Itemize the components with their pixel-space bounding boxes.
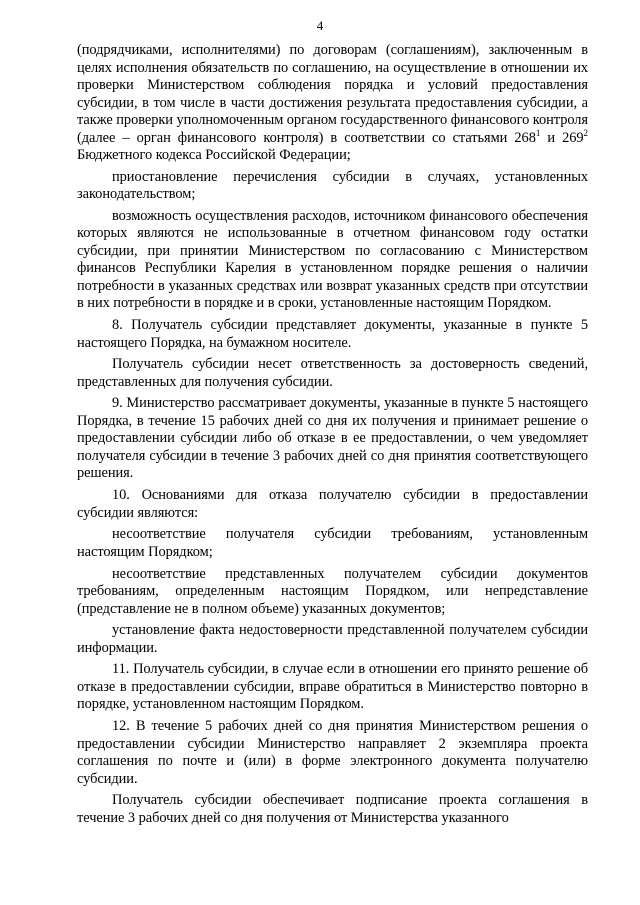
paragraph-item-11: 11. Получатель субсидии, в случае если в отношении его принято решение об отказе в предоставлении субсидии, вправе обратиться в Министерство повторно в порядке, установленном настоящим Порядком. bbox=[77, 661, 588, 713]
paragraph-possibility-expenses: возможность осуществления расходов, источником финансового обеспечения которых являются не использованные в отчетном финансовом году остатки субсидии, при принятии Министерством по согласованию с Министерством финансов Республики Карелия в установленном порядке решения о наличии потребности в указанных средствах или возврат указанных средств при отсутствии в них потребности в порядке и в сроки, установленные настоящим Порядком. bbox=[77, 207, 588, 312]
paragraph-item-12: 12. В течение 5 рабочих дней со дня принятия Министерством решения о предоставлении субсидии Министерство направляет 2 экземпляра проекта соглашения по почте и (или) в форме электронного документа получателю субсидии. bbox=[77, 718, 588, 787]
superscript-2: 2 bbox=[583, 127, 588, 138]
paragraph-text: (подрядчиками, исполнителями) по договорам (соглашениям), заключенным в целях исполнения обязательств по соглашению, на осуществление в отношении их проверки Министерством соблюдения порядка и условий предоставления субсидии, в том числе в части достижения результата предоставления субсидии, а также проверки уполномоченным органом государственного финансового контроля (далее – орган финансового контроля) в соответствии со статьями 268 bbox=[77, 42, 588, 146]
paragraph-noncompliance-recipient: несоответствие получателя субсидии требованиям, установленным настоящим Порядком; bbox=[77, 526, 588, 560]
page-number: 4 bbox=[316, 18, 324, 33]
paragraph-item-8: 8. Получатель субсидии представляет документы, указанные в пункте 5 настоящего Порядка, на бумажном носителе. bbox=[77, 317, 588, 351]
paragraph-suspension: приостановление перечисления субсидии в случаях, установленных законодательством; bbox=[77, 168, 588, 203]
paragraph-recipient-responsibility: Получатель субсидии несет ответственность за достоверность сведений, представленных для получения субсидии. bbox=[77, 356, 588, 390]
paragraph-item-10: 10. Основаниями для отказа получателю субсидии в предоставлении субсидии являются: bbox=[77, 487, 588, 521]
paragraph-noncompliance-documents: несоответствие представленных получателем субсидии документов требованиям, определенным настоящим Порядком, или непредставление (представление не в полном объеме) указанных документов; bbox=[77, 565, 588, 617]
paragraph-text: и 269 bbox=[540, 129, 584, 146]
paragraph-signing: Получатель субсидии обеспечивает подписание проекта соглашения в течение 3 рабочих дней со дня получения от Министерства указанного bbox=[77, 792, 588, 826]
paragraph-text: Бюджетного кодекса Российской Федерации; bbox=[77, 147, 351, 163]
document-body bbox=[77, 42, 588, 831]
superscript-1: 1 bbox=[535, 127, 541, 138]
paragraph-item-9: 9. Министерство рассматривает документы, указанные в пункте 5 настоящего Порядка, в течение 15 рабочих дней со дня их получения и принимает решение о предоставлении субсидии либо об отказе в ее предоставлении, о чем уведомляет получателя субсидии в течение 3 рабочих дней со дня принятия соответствующего решения. bbox=[77, 395, 588, 482]
paragraph-agreement-continuation bbox=[77, 42, 588, 165]
paragraph-false-information: установление факта недостоверности представленной получателем субсидии информации. bbox=[77, 622, 588, 656]
